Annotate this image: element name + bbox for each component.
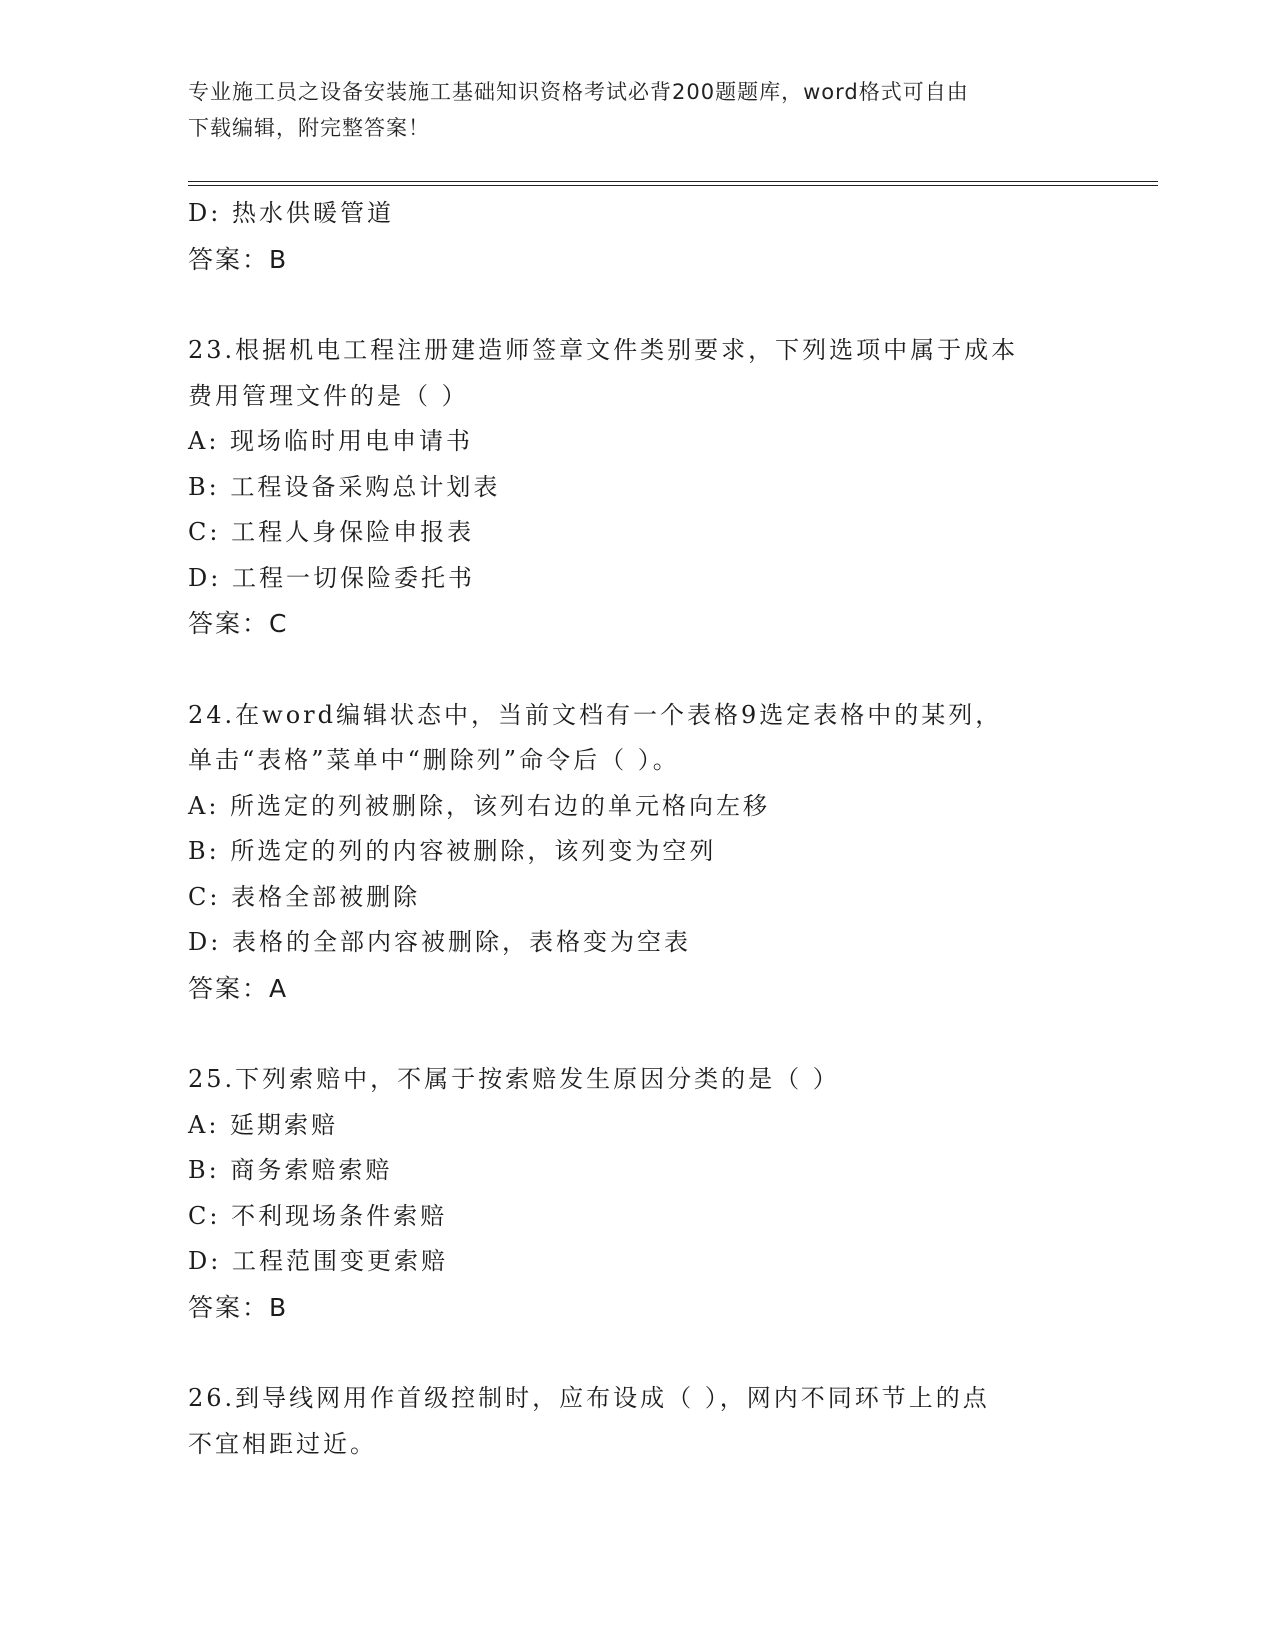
- page-header: [188, 74, 1088, 146]
- header-line-2: 下载编辑，附完整答案！: [188, 116, 430, 140]
- answer: 答案：A: [188, 973, 289, 1003]
- header-divider-bottom: [188, 185, 1158, 186]
- question-text: 26.到导线网用作首级控制时，应布设成（ ），网内不同环节上的点: [188, 1384, 990, 1412]
- question-text: 不宜相距过近。: [188, 1429, 377, 1458]
- question-23: [188, 328, 1148, 647]
- option-d: D: 热水供暖管道: [188, 199, 394, 227]
- question-22-tail: [188, 191, 1148, 282]
- spacer: [188, 1330, 1148, 1376]
- question-25: [188, 1057, 1148, 1330]
- question-24: [188, 693, 1148, 1012]
- spacer: [188, 282, 1148, 328]
- header-divider-top: [188, 181, 1158, 182]
- question-text: 23.根据机电工程注册建造师签章文件类别要求，下列选项中属于成本: [188, 336, 1019, 364]
- question-text: 25.下列索赔中，不属于按索赔发生原因分类的是（ ）: [188, 1065, 840, 1093]
- spacer: [188, 647, 1148, 693]
- answer: 答案：B: [188, 244, 289, 274]
- header-line-1: 专业施工员之设备安装施工基础知识资格考试必背200题题库，word格式可自由: [188, 80, 969, 104]
- answer: 答案：B: [188, 1292, 289, 1322]
- option-c: C: 表格全部被删除: [188, 882, 421, 911]
- option-b: B: 所选定的列的内容被删除，该列变为空列: [188, 837, 717, 865]
- question-26: [188, 1376, 1148, 1467]
- spacer: [188, 1011, 1148, 1057]
- option-b: B: 商务索赔索赔: [188, 1156, 393, 1184]
- option-c: C: 不利现场条件索赔: [188, 1201, 448, 1230]
- option-d: D: 表格的全部内容被删除，表格变为空表: [188, 928, 691, 956]
- option-a: A: 延期索赔: [188, 1110, 339, 1139]
- question-text: 单击“表格”菜单中“删除列”命令后（ ）。: [188, 746, 680, 774]
- option-a: A: 现场临时用电申请书: [188, 427, 474, 455]
- answer: 答案：C: [188, 609, 289, 638]
- document-body: [188, 191, 1148, 1467]
- option-a: A: 所选定的列被删除，该列右边的单元格向左移: [188, 791, 771, 820]
- option-c: C: 工程人身保险申报表: [188, 518, 475, 546]
- option-b: B: 工程设备采购总计划表: [188, 472, 501, 501]
- question-text: 费用管理文件的是（ ）: [188, 381, 469, 410]
- option-d: D: 工程范围变更索赔: [188, 1247, 448, 1275]
- question-text: 24.在word编辑状态中，当前文档有一个表格9选定表格中的某列，: [188, 700, 1003, 729]
- option-d: D: 工程一切保险委托书: [188, 563, 475, 592]
